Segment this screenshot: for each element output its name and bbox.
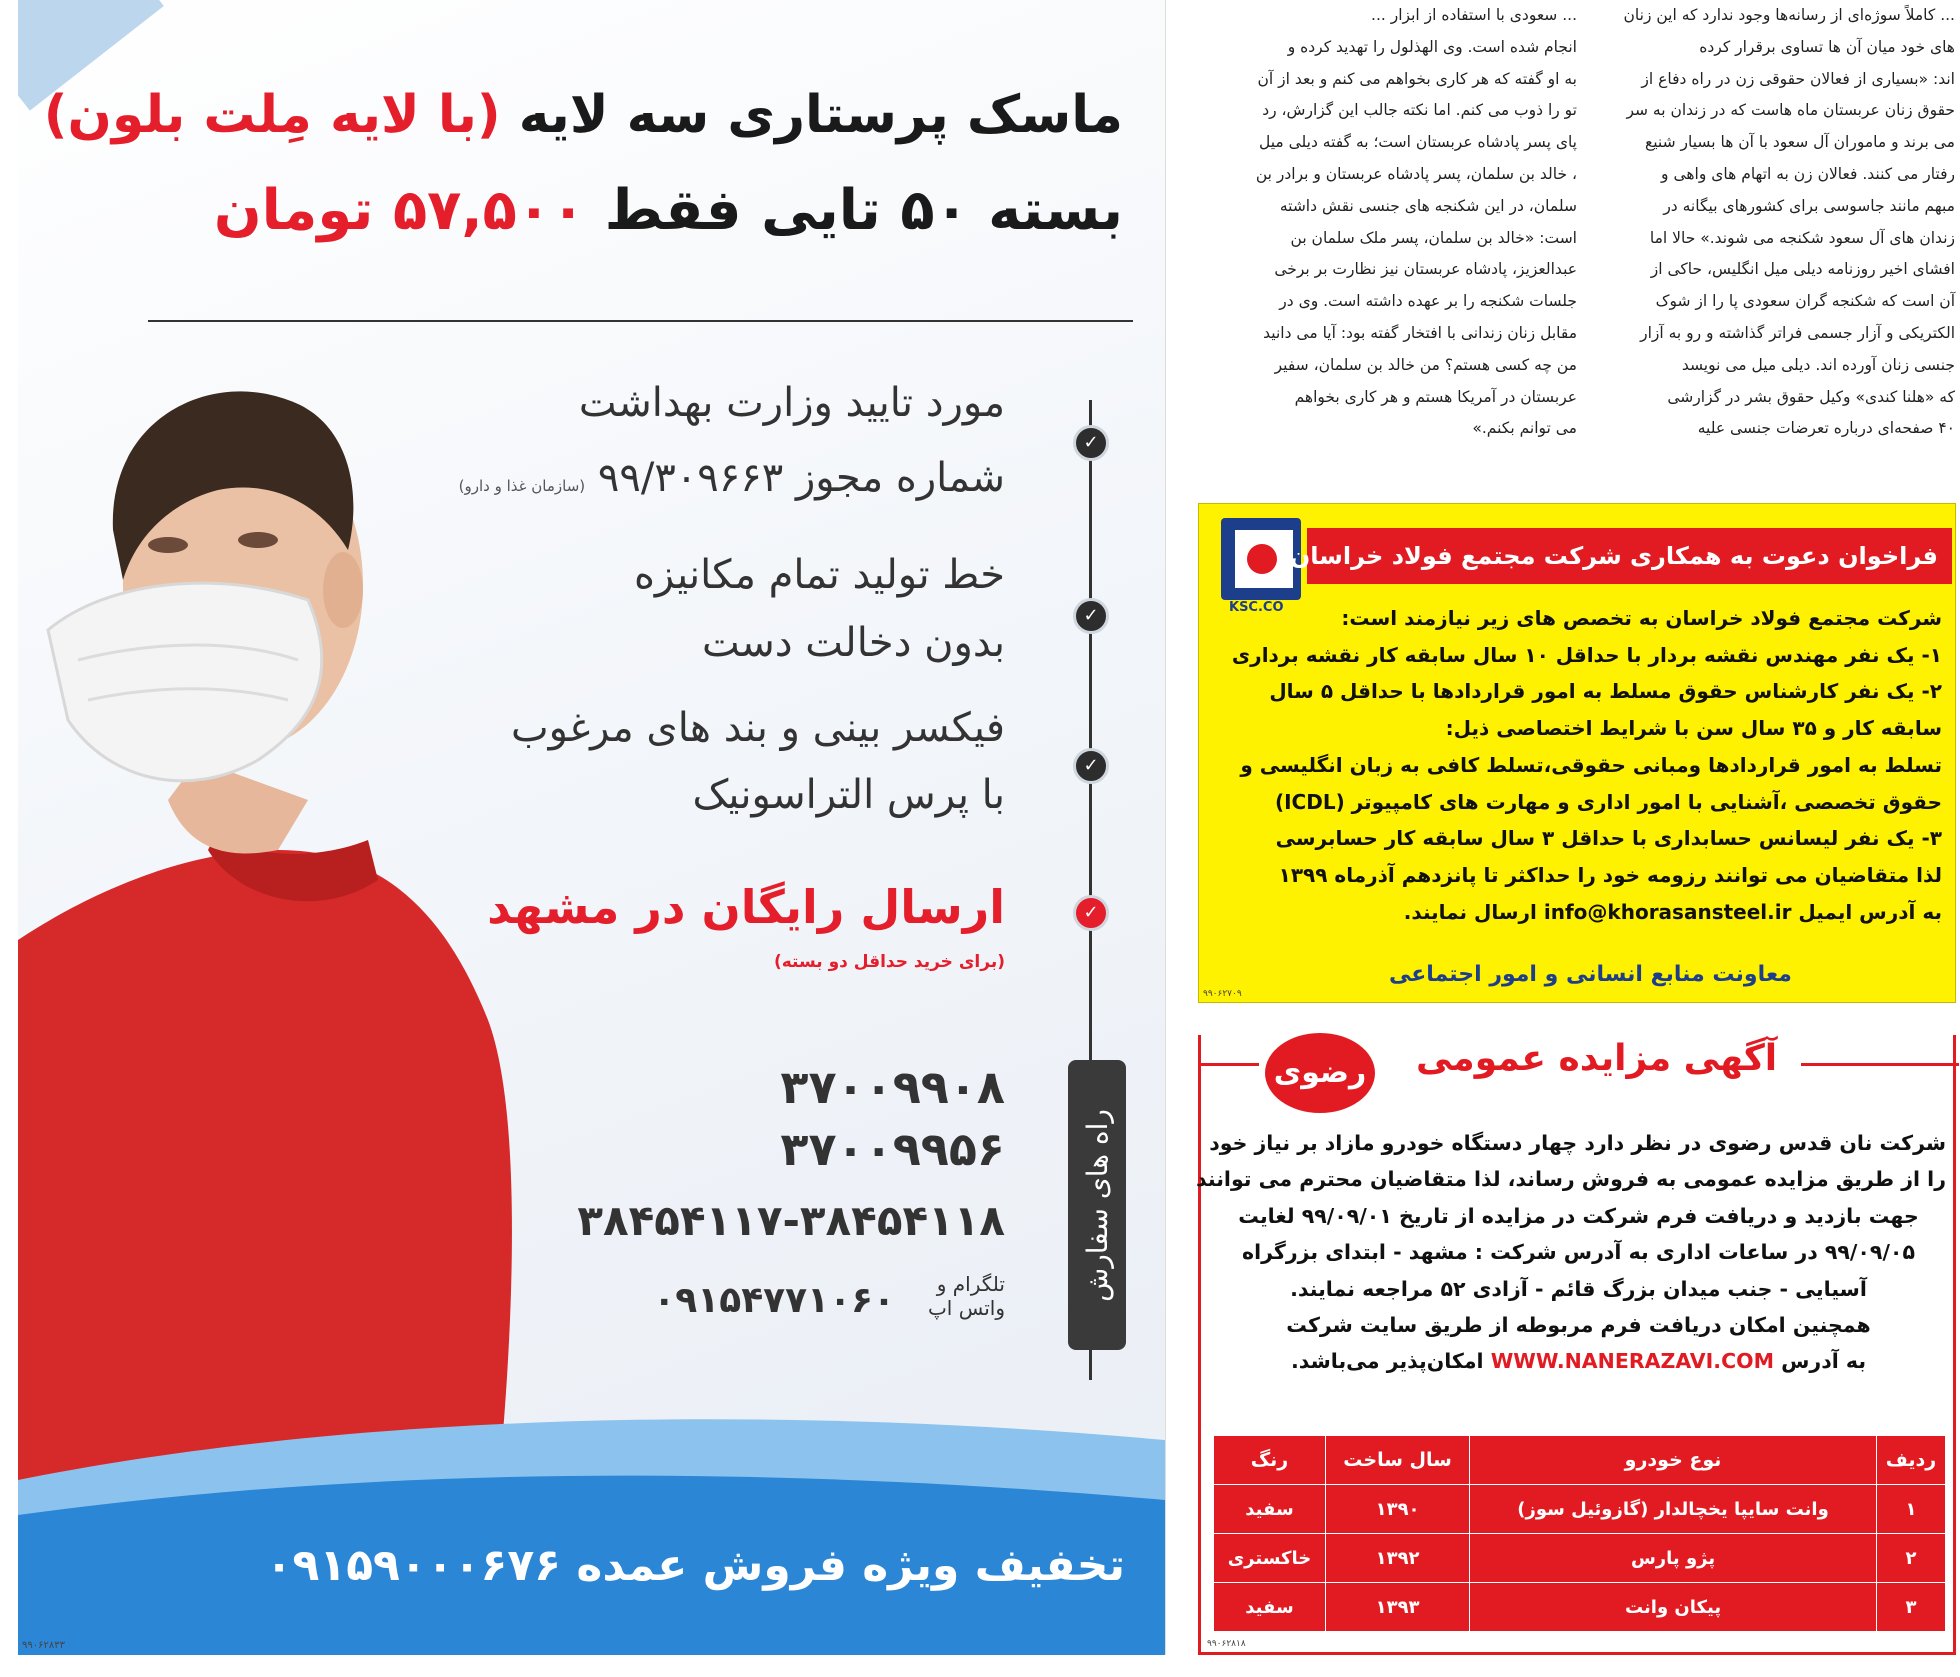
text-line: است: «خالد بن سلمان، پسر ملک سلمان بن: [1290, 228, 1577, 247]
auction-ad: [1198, 1035, 1956, 1655]
text-line: ۲- یک نفر کارشناس حقوق مسلط به امور قراردادها با حداقل ۵ سال: [1269, 679, 1942, 704]
ksc-body: [1217, 600, 1942, 930]
headline-product: [44, 85, 1123, 145]
headline-product-name: ماسک پرستاری سه لایه: [518, 85, 1123, 145]
text-line: ، خالد بن سلمان، پسر پادشاه عربستان و برادر بن: [1255, 164, 1577, 183]
feature-free-shipping: ارسال رایگان در مشهد: [487, 880, 1005, 934]
text-line: پای پسر پادشاه عربستان است؛ به گفته دیلی میل: [1258, 133, 1577, 152]
text-line: تو را ذوب می کنم. اما نکته جالب این گزارش، رد: [1262, 101, 1577, 120]
ksc-ad-code: ۹۹۰۶۲۷۰۹: [1203, 989, 1242, 999]
text-line: جلسات شکنجه را بر عهده داشته است. وی در: [1279, 292, 1577, 311]
headline-pack-size: بسته ۵۰ تایی فقط: [604, 178, 1123, 243]
table-cell: خاکستری: [1214, 1534, 1326, 1583]
text-line: ۴۰ صفحه‌ای درباره تعرضات جنسی علیه: [1697, 419, 1955, 438]
article-column-left: [1232, 0, 1577, 445]
table-header-cell: رنگ: [1214, 1436, 1326, 1485]
url-suffix: امکان‌پذیر می‌باشد.: [1290, 1349, 1484, 1374]
text-line: ۳- یک نفر لیسانس حسابداری با حداقل ۳ سال سابقه کار حسابرسی: [1275, 826, 1942, 851]
table-header-cell: سال ساخت: [1325, 1436, 1469, 1485]
text-line: افشای اخیر روزنامه دیلی میل انگلیس، حاکی از: [1650, 260, 1955, 279]
text-line: ... سعودی با استفاده از ابزار ...: [1371, 6, 1577, 24]
text-line: سابقه کار و ۳۵ سال سن با شرایط اختصاصی ذیل:: [1445, 716, 1942, 741]
text-line: که «هلنا کندی» وکیل حقوق بشر در گزارشی: [1667, 387, 1955, 406]
text-line: شرکت مجتمع فولاد خراسان به تخصص های زیر نیازمند است:: [1341, 606, 1942, 630]
url-prefix: به آدرس: [1781, 1349, 1867, 1374]
feature-nose-fixer: فیکسر بینی و بند های مرغوب: [510, 705, 1005, 751]
wave-decoration: [18, 1400, 1165, 1540]
check-icon: ✓: [1073, 425, 1109, 461]
whatsapp-label: واتس اپ: [927, 1296, 1005, 1320]
feature-no-hand: بدون دخالت دست: [701, 620, 1005, 666]
text-line: می برند و ماموران آل سعود با آن ها بسیار شنیع: [1645, 133, 1955, 152]
feature-production-line: خط تولید تمام مکانیزه: [633, 552, 1005, 598]
table-cell: وانت سایپا یخچالدار (گازوئیل سوز): [1470, 1485, 1877, 1534]
bulk-discount-text: تخفیف ویژه فروش عمده ۰۹۱۵۹۰۰۰۶۷۶: [265, 1540, 1125, 1591]
text-line: ۱- یک نفر مهندس نقشه بردار با حداقل ۱۰ سال سابقه کار نقشه برداری: [1231, 642, 1942, 667]
logo-dot-icon: [1247, 544, 1277, 574]
table-row: [1214, 1485, 1946, 1534]
text-line: آسیایی - جنب میدان بزرگ قائم - آزادی ۵۲ مراجعه نمایند.: [1290, 1276, 1867, 1301]
license-note: (سازمان غذا و دارو): [458, 477, 586, 495]
table-cell: ۱۳۹۲: [1325, 1534, 1469, 1583]
text-line: تسلط به امور قراردادها ومبانی حقوقی،تسلط کافی به زبان انگلیسی و: [1240, 752, 1942, 777]
auction-url-line: [1211, 1343, 1946, 1379]
headline-price-value: ۵۷,۵۰۰ تومان: [213, 178, 586, 243]
phone-number-2[interactable]: ۳۷۰۰۹۹۵۶: [780, 1122, 1005, 1176]
frame-line: [1801, 1063, 1959, 1066]
table-cell: پیکان وانت: [1470, 1583, 1877, 1632]
text-line: مقابل زنان زندانی با افتخار گفته بود: آیا می دانید: [1263, 323, 1577, 342]
table-cell: سفید: [1214, 1583, 1326, 1632]
order-ways-badge: [1068, 1060, 1126, 1350]
text-line: به او گفته که هر کاری بخواهم می کنم و بعد از آن: [1257, 69, 1577, 88]
text-line: من چه کسی هستم؟ من خالد بن سلمان، سفیر: [1274, 355, 1577, 374]
telegram-label: تلگرام و: [936, 1272, 1005, 1296]
text-line: ... کاملاً سوژه‌ای از رسانه‌ها وجود ندارد که این زنان: [1623, 6, 1955, 24]
text-line: را از طریق مزایده عمومی به فروش رساند، لذا متقاضیان محترم می توانند: [1196, 1167, 1946, 1192]
auction-title: آگهی مزایده عمومی: [1416, 1038, 1778, 1079]
text-line: می توانم بکنم.»: [1472, 419, 1577, 438]
table-header-cell: نوع خودرو: [1470, 1436, 1877, 1485]
text-line: مبهم مانند جاسوسی برای کشورهای بیگانه در: [1663, 196, 1955, 215]
auction-ad-code: ۹۹۰۶۲۸۱۸: [1207, 1639, 1246, 1649]
vehicle-table: [1213, 1435, 1946, 1632]
text-line: به آدرس ایمیل info@khorasansteel.ir ارسال نمایند.: [1403, 899, 1942, 924]
frame-line: [1201, 1063, 1259, 1066]
razavi-logo: رضوی: [1265, 1033, 1375, 1113]
ksc-signature: معاونت منابع انسانی و امور اجتماعی: [1389, 962, 1792, 987]
feature-approval: مورد تایید وزارت بهداشت: [578, 380, 1005, 426]
ad-code: ۹۹۰۶۲۸۳۳: [22, 1640, 65, 1651]
text-line: جهت بازدید و دریافت فرم شرکت در مزایده از تاریخ ۹۹/۰۹/۰۱ لغایت: [1238, 1203, 1919, 1228]
mask-advertisement: [18, 0, 1166, 1655]
divider: [148, 320, 1133, 322]
check-icon: ✓: [1073, 598, 1109, 634]
auction-body: [1196, 1125, 1946, 1380]
text-line: لذا متقاضیان می توانند رزومه خود را حداکثر تا پانزدهم آذرماه ۱۳۹۹: [1278, 862, 1942, 887]
text-line: شرکت نان قدس رضوی در نظر دارد چهار دستگاه خودرو مازاد بر نیاز خود: [1209, 1131, 1946, 1155]
article-column-right: [1610, 0, 1955, 445]
text-line: همچنین امکان دریافت فرم مربوطه از طریق سایت شرکت: [1286, 1313, 1871, 1338]
text-line: حقوق زنان عربستان ماه هاست که در زندان به سر: [1626, 101, 1955, 120]
text-line: عربستان در آمریکا هستم و هر کاری بخواهم: [1294, 387, 1577, 406]
license-number: شماره مجوز ۹۹/۳۰۹۶۶۳: [597, 455, 1005, 501]
text-line: جنسی زنان آورده اند. دیلی میل می نویسد: [1681, 355, 1955, 374]
check-icon: ✓: [1073, 895, 1109, 931]
phone-number-1[interactable]: ۳۷۰۰۹۹۰۸: [780, 1060, 1005, 1114]
phone-number-range[interactable]: ۳۸۴۵۴۱۱۷-۳۸۴۵۴۱۱۸: [577, 1196, 1005, 1245]
ksc-recruitment-ad: [1198, 503, 1956, 1003]
text-line: آن است که شکنجه گران سعودی پا را از شوک: [1655, 292, 1955, 311]
table-cell: پژو پارس: [1470, 1534, 1877, 1583]
text-line: های خود میان آن ها تساوی برقرار کرده: [1699, 37, 1955, 56]
table-cell: ۱: [1876, 1485, 1945, 1534]
website-link[interactable]: WWW.NANERAZAVI.COM: [1490, 1349, 1774, 1374]
order-ways-label: راه های سفارش: [1080, 1108, 1114, 1302]
ksc-title: فراخوان دعوت به همکاری شرکت مجتمع فولاد خراسان: [1307, 528, 1952, 584]
text-line: ۹۹/۰۹/۰۵ در ساعات اداری به آدرس شرکت : مشهد - ابتدای بزرگراه: [1242, 1240, 1915, 1265]
mobile-number[interactable]: ۰۹۱۵۴۷۷۱۰۶۰: [653, 1280, 895, 1321]
table-row: [1214, 1534, 1946, 1583]
table-cell: سفید: [1214, 1485, 1326, 1534]
text-line: اند: «بسیاری از فعالان حقوقی زن در راه دفاع از: [1641, 69, 1955, 88]
table-header-row: [1214, 1436, 1946, 1485]
table-cell: ۳: [1876, 1583, 1945, 1632]
text-line: حقوق تخصصی ،آشنایی با امور اداری و مهارت های کامپیوتر (ICDL): [1274, 789, 1942, 814]
text-line: الکتریکی و آزار جسمی فراتر گذاشته و رو به آزار: [1640, 323, 1955, 342]
table-header-cell: ردیف: [1876, 1436, 1945, 1485]
text-line: زندان های آل سعود شکنجه می شوند.» حالا اما: [1649, 228, 1955, 247]
table-cell: ۱۳۹۳: [1325, 1583, 1469, 1632]
feature-license: [459, 455, 1005, 501]
table-row: [1214, 1583, 1946, 1632]
check-icon: ✓: [1073, 748, 1109, 784]
table-cell: ۲: [1876, 1534, 1945, 1583]
text-line: رفتار می کنند. فعالان زن به اتهام های واهی و: [1661, 164, 1955, 183]
person-with-mask-image: [18, 380, 538, 1490]
messenger-label: [928, 1272, 1005, 1320]
headline-price: [214, 178, 1123, 243]
headline-product-layer: (با لایه مِلت بلون): [43, 85, 501, 145]
feature-free-shipping-note: (برای خرید حداقل دو بسته): [773, 952, 1005, 972]
table-cell: ۱۳۹۰: [1325, 1485, 1469, 1534]
ksc-logo-label: KSC.CO: [1229, 600, 1284, 615]
text-line: عبدالعزیز، پادشاه عربستان نیز نظارت بر برخی: [1274, 260, 1577, 279]
bottom-banner: [18, 1520, 1165, 1655]
feature-ultrasonic: با پرس التراسونیک: [692, 772, 1005, 818]
text-line: سلمان، در این شکنجه های جنسی نقش داشته: [1279, 196, 1577, 215]
text-line: انجام شده است. وی الهذلول را تهدید کرده و: [1287, 37, 1577, 56]
